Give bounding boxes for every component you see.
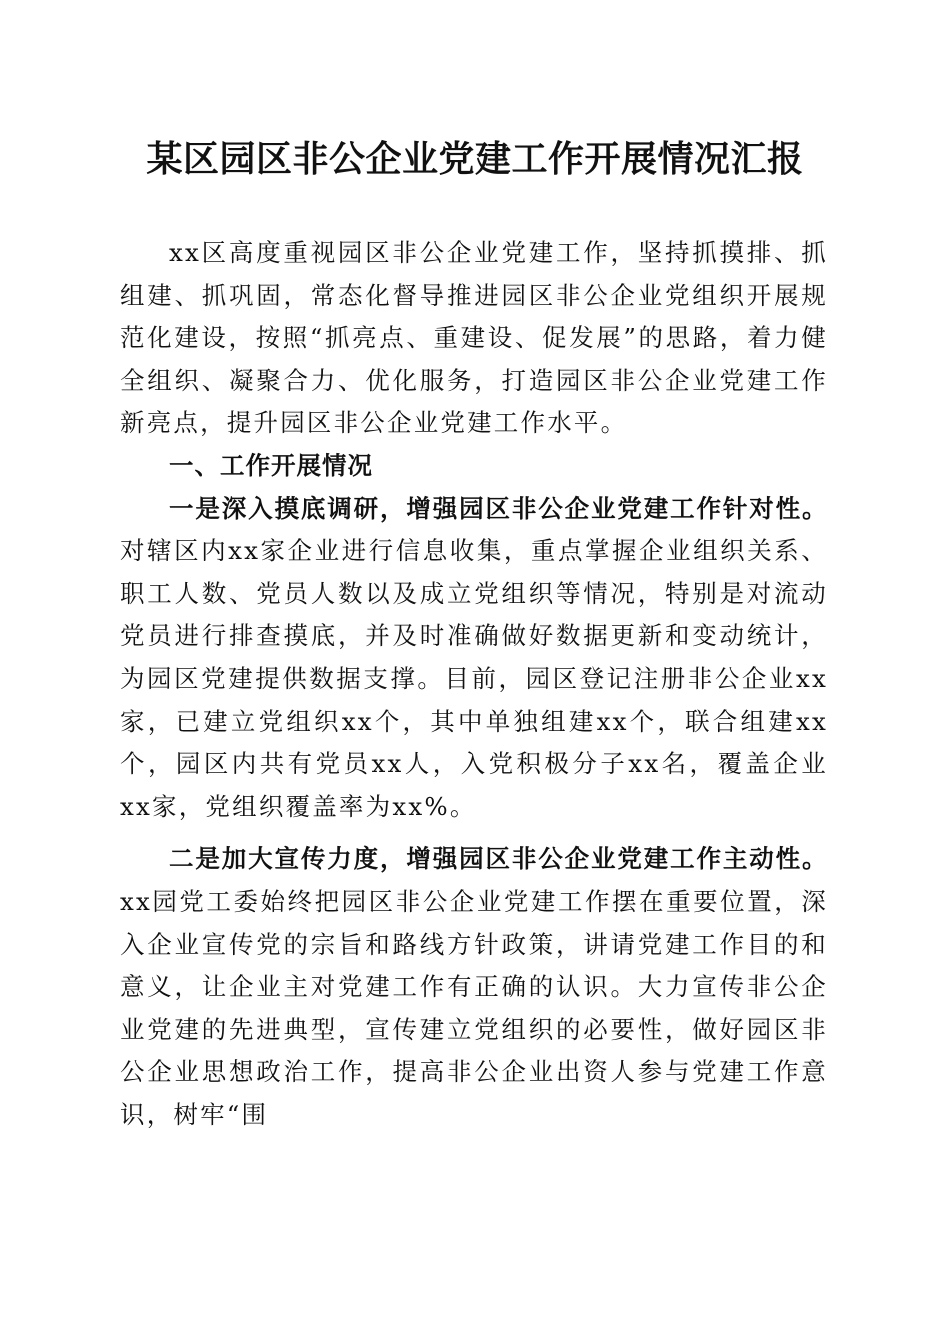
item-paragraph-2 [120,838,828,1136]
item-text-1: 对辖区内xx家企业进行信息收集，重点掌握企业组织关系、职工人数、党员人数以及成立党组织等情况，特别是对流动党员进行排查摸底，并及时准确做好数据更新和变动统计，为园区党建提供数据支撑。目前，园区登记注册非公企业xx家，已建立党组织xx个，其中单独组建xx个，联合组建xx个，园区内共有党员xx人，入党积极分子xx名，覆盖企业xx家，党组织覆盖率为xx%。 [120,536,828,821]
item-text-2: xx园党工委始终把园区非公企业党建工作摆在重要位置，深入企业宣传党的宗旨和路线方针政策，讲请党建工作目的和意义，让企业主对党建工作有正确的认识。大力宣传非公企业党建的先进典型，宣传建立党组织的必要性，做好园区非公企业思想政治工作，提高非公企业出资人参与党建工作意识，树牢“围 [120,886,828,1129]
item-paragraph-1 [120,488,828,829]
document-title: 某区园区非公企业党建工作开展情况汇报 [146,138,804,180]
document-body [120,232,828,1136]
paragraph-gap [120,828,828,838]
intro-paragraph: xx区高度重视园区非公企业党建工作，坚持抓摸排、抓组建、抓巩固，常态化督导推进园区非公企业党组织开展规范化建设，按照“抓亮点、重建设、促发展”的思路，着力健全组织、凝聚合力、优化服务，打造园区非公企业党建工作新亮点，提升园区非公企业党建工作水平。 [120,238,828,438]
item-lead-2: 二是加大宣传力度，增强园区非公企业党建工作主动性。 [169,844,828,874]
section-heading: 一、工作开展情况 [169,450,373,480]
item-lead-1: 一是深入摸底调研，增强园区非公企业党建工作针对性。 [169,493,828,523]
